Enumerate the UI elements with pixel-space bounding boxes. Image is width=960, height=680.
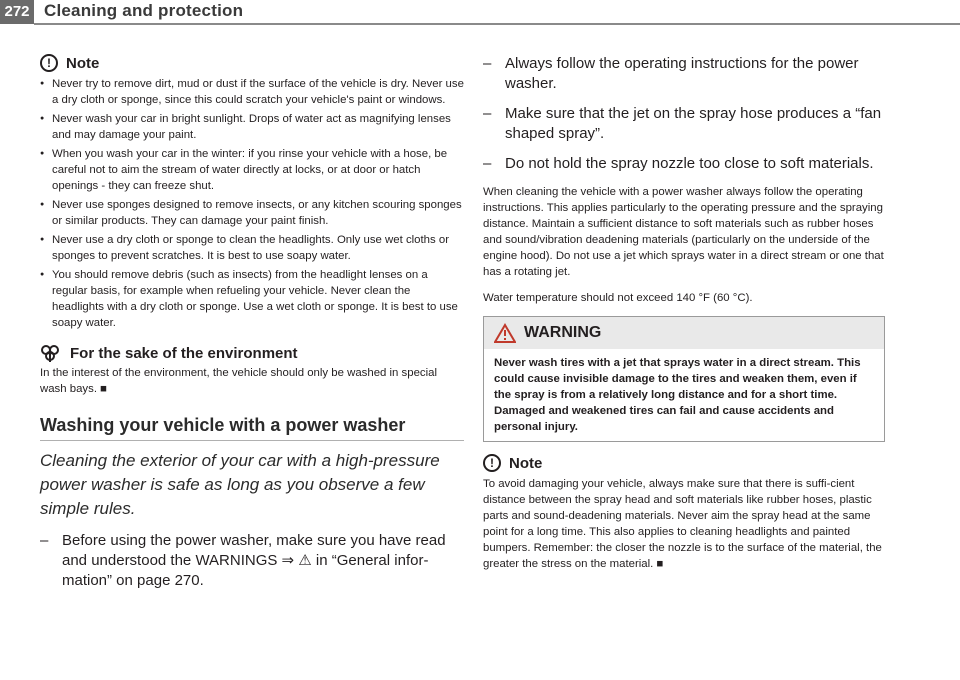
note-item: ● You should remove debris (such as insects) from the headlight lenses on a regular basis, for example when refueling your vehicle. Never clean the headlights with a dry cloth or sponge. Use a wet cloth or sponge. It is best to use soapy water. <box>40 267 464 331</box>
note-item: ● Never try to remove dirt, mud or dust if the surface of the vehicle is dry. Never use a dry cloth or sponge, since this could scratch your vehicle's paint or windows. <box>40 76 464 108</box>
note-heading-right <box>483 454 885 472</box>
washing-step: – Before using the power washer, make sure you have read and understood the WARNINGS ⇒ ⚠ in “General infor-mation” on page 270. <box>40 531 464 591</box>
right-column <box>483 54 885 572</box>
washing-title: Washing your vehicle with a power washer <box>40 415 464 441</box>
left-column <box>40 54 464 591</box>
warning-text: Never wash tires with a jet that sprays water in a direct stream. This could cause invisible damage to the tires and weaken them, even if the spray is from a relatively long distance and for a short time. Damaged and weakened tires can fail and cause accidents and personal injury. <box>494 357 861 433</box>
warning-triangle-icon <box>494 323 516 343</box>
header-rule <box>34 23 960 25</box>
warning-title: WARNING <box>524 324 602 341</box>
washing-step: – Always follow the operating instructions for the power washer. <box>483 54 885 94</box>
washing-step: – Do not hold the spray nozzle too close to soft materials. <box>483 154 885 174</box>
environment-title: For the sake of the environment <box>70 344 298 362</box>
note-text: To avoid damaging your vehicle, always make sure that there is suffi-cient distance between the spray head and soft materials like rubber hoses, plastic parts and sound-deadening materials. Never aim the spray head at the same point for a long time. This also applies to cleaning headlights and painted bumpers. Remember: the closer the nozzle is to the surface of the material, the greater the stress on the material. ■ <box>483 478 882 570</box>
note-title: Note <box>509 454 543 472</box>
note-item: ● When you wash your car in the winter: if you rinse your vehicle with a hose, be careful not to aim the stream of water directly at locks, or at door or hatch openings - they can freeze shut. <box>40 146 464 194</box>
water-temperature-paragraph: Water temperature should not exceed 140 °F (60 °C). <box>483 292 753 304</box>
note-item: ● Never use a dry cloth or sponge to clean the headlights. Only use wet cloths or sponges to prevent scratches. It is best to use soapy water. <box>40 232 464 264</box>
exclamation-circle-icon: ! <box>40 54 58 72</box>
environment-text: In the interest of the environment, the vehicle should only be washed in special wash bays. ■ <box>40 367 438 395</box>
leaf-icon <box>40 343 60 363</box>
section-title: Cleaning and protection <box>44 1 244 20</box>
page-header <box>0 0 960 26</box>
washing-step: – Make sure that the jet on the spray hose produces a “fan shaped spray”. <box>483 104 885 144</box>
note-heading <box>40 54 464 72</box>
environment-heading <box>40 343 464 363</box>
exclamation-circle-icon: ! <box>483 454 501 472</box>
washing-intro: Cleaning the exterior of your car with a high-pressure power washer is safe as long as you observe a few simple rules. <box>40 451 440 518</box>
warning-box <box>483 316 885 442</box>
page-number: 272 <box>0 0 34 24</box>
note-item: ● Never wash your car in bright sunlight. Drops of water act as magnifying lenses and may damage your paint. <box>40 111 464 143</box>
note-item: ● Never use sponges designed to remove insects, or any kitchen scouring sponges or similar products. They can damage your paint finish. <box>40 197 464 229</box>
note-title: Note <box>66 54 100 72</box>
power-washer-paragraph: When cleaning the vehicle with a power washer always follow the operating instructions. This applies particularly to the operating pressure and the spraying distance. Maintain a sufficient distance to soft materials such as rubber hoses and sound/vibration deadening materials (particularly on the underside of the engine hood). Do not use a jet which sprays water in a direct stream or one that has a rotating jet. <box>483 186 884 278</box>
warning-heading <box>484 317 884 349</box>
